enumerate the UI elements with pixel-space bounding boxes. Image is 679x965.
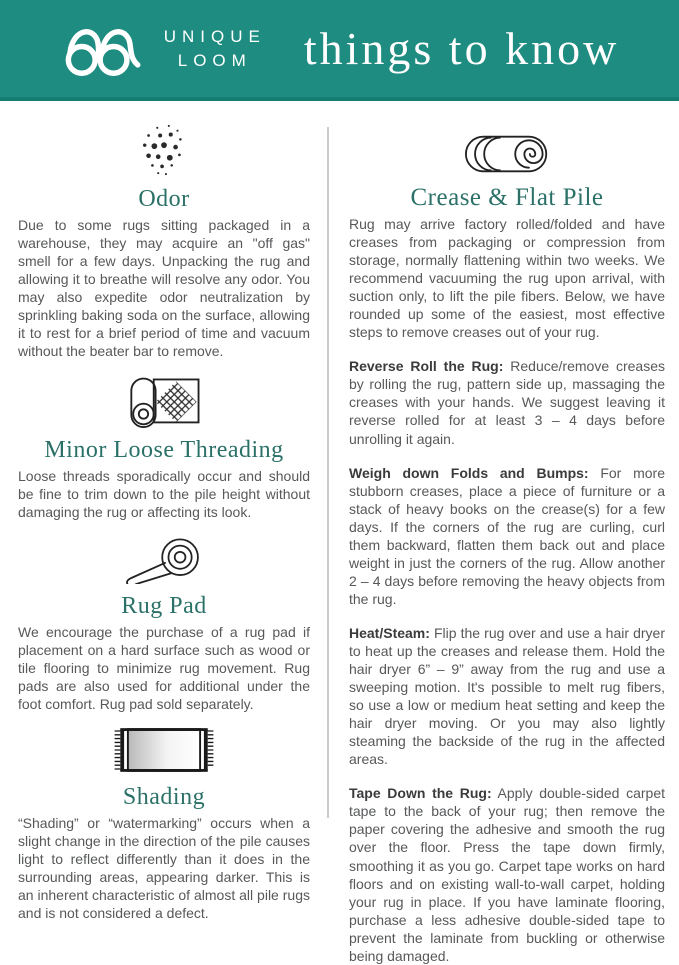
section-crease-flat-pile (349, 133, 665, 965)
brand-name-line2: LOOM (177, 50, 252, 70)
tip-tape-down (349, 784, 665, 964)
page-header (0, 0, 679, 101)
tip-text-tape-down: Apply double-sided carpet tape to the back of your rug; then remove the paper covering the adhesive and smooth the rug over the floor. Press the tape down firmly, smoothing it as you go. Carpet tape works on hard floors and on existing wall-to-wall carpet, holding your rug in place. If you have laminate flooring, purchase a less adhesive double-sided tape to prevent the laminate from buckling or otherwise being damaged. (349, 785, 665, 964)
tip-text-weigh-down: For more stubborn creases, place a piece of furniture or a stack of heavy books on the crease(s) for a few days. If the corners of the rug are curling, curl them backward, flatten them back out and place weight in just the corners of the rug. Allow another 2 – 4 days before removing the heavy objects from the rug. (349, 464, 665, 607)
section-title-rug-pad: Rug Pad (121, 592, 207, 619)
rolled-rug-end-icon (349, 133, 665, 175)
brand-logo-group (60, 18, 266, 80)
column-divider (327, 127, 329, 818)
section-title-crease-flat-pile: Crease & Flat Pile (410, 184, 604, 211)
tip-label-heat-steam: Heat/Steam: (349, 624, 430, 641)
section-intro-crease-flat-pile: Rug may arrive factory rolled/folded and have creases from packaging or compression from storage, normally flattening within two weeks. We recommend vacuuming the rug upon arrival, with suction only, to lift the pile fibers. Below, we have rounded up some of the easiest, most effective steps to remove creases out of your rug. (349, 216, 665, 341)
section-title-minor-loose-threading: Minor Loose Threading (44, 437, 284, 464)
shaded-rug-icon (18, 725, 310, 775)
left-column (0, 101, 327, 921)
tip-text-reverse-roll: Reduce/remove creases by rolling the rug, pattern side up, massaging the creases with your hands. We suggest leaving it reverse rolled for at least 3 – 4 days before unrolling it again. (349, 358, 665, 447)
tip-text-heat-steam: Flip the rug over and use a hair dryer to heat up the creases and release them. Hold the hair dryer 6” – 9” away from the rug and use a sweeping motion. It's possible to melt rug fibers, so use a low or medium heat setting and keep the hair dryer moving. Or you may also lightly steaming the backside of the rug in the affected areas. (349, 624, 665, 768)
section-body-shading: “Shading” or “watermarking” occurs when a slight change in the direction of the pile causes light to reflect differently than it does in the surrounding areas, appearing darker. This is an inherent characteristic of almost all pile rugs and is not considered a defect. (18, 814, 310, 921)
section-body-rug-pad: We encourage the purchase of a rug pad if placement on a hard surface such as wood or tile flooring to minimize rug movement. Rug pads are also used for additional under the foot comfort. Rug pad sold separately. (18, 623, 310, 712)
brand-name (164, 25, 266, 73)
section-body-odor: Due to some rugs sitting packaged in a warehouse, they may acquire an "off gas" smell for a few days. Unpacking the rug and allowing it to breathe will resolve any odor. You may also expedite odor neutralization by sprinkling baking soda on the surface, allowing it to rest for a brief period of time and vacuum without the beater bar to remove. (18, 217, 310, 360)
rolled-rug-weave-icon (18, 372, 310, 428)
tip-heat-steam (349, 624, 665, 768)
section-shading (18, 725, 310, 922)
odor-dots-icon (18, 123, 310, 177)
section-rug-pad (18, 534, 310, 713)
section-odor (18, 123, 310, 360)
section-title-odor: Odor (138, 186, 190, 212)
right-column (327, 101, 679, 964)
rug-pad-roll-icon (18, 534, 310, 584)
tip-label-tape-down: Tape Down the Rug: (349, 785, 492, 802)
unique-loom-logo-icon (60, 18, 152, 80)
brand-name-line1: UNIQUE (163, 26, 266, 46)
tip-label-weigh-down: Weigh down Folds and Bumps: (349, 464, 589, 481)
section-minor-loose-threading (18, 372, 310, 521)
section-body-minor-loose-threading: Loose threads sporadically occur and should be fine to trim down to the pile height without damaging the rug or affecting its look. (18, 468, 310, 521)
page-title: things to know (303, 23, 620, 74)
tip-weigh-down (349, 464, 665, 608)
section-title-shading: Shading (122, 783, 206, 810)
content-area (0, 101, 679, 964)
tip-reverse-roll (349, 357, 665, 447)
tip-label-reverse-roll: Reverse Roll the Rug: (349, 358, 504, 375)
